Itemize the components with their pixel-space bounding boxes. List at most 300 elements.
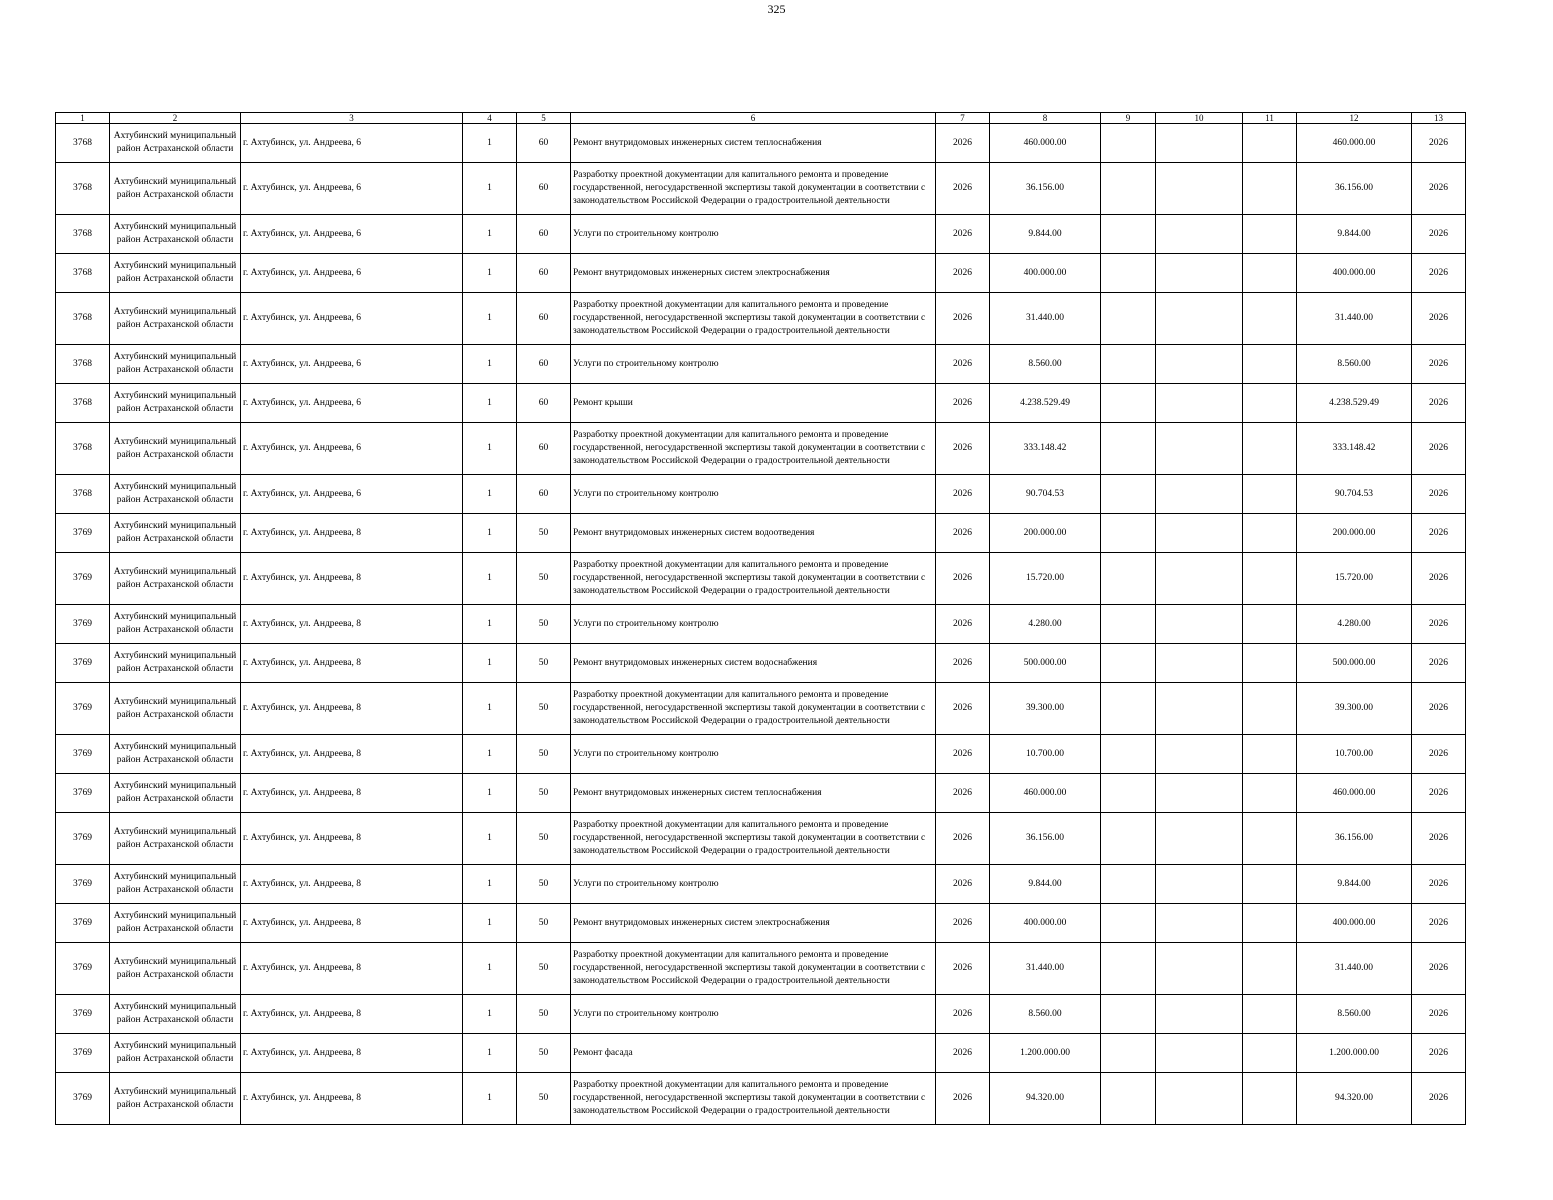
year-cell: 2026	[936, 423, 990, 475]
year-cell: 2026	[936, 163, 990, 215]
col9-cell	[1101, 423, 1156, 475]
row-id-cell: 3769	[56, 1034, 110, 1073]
work-type-cell: Ремонт крыши	[571, 384, 936, 423]
col5-cell: 50	[517, 735, 571, 774]
col10-cell	[1156, 553, 1243, 605]
year-cell: 2026	[936, 644, 990, 683]
district-cell: Ахтубинский муниципальный район Астраханской области	[110, 163, 241, 215]
address-cell: г. Ахтубинск, ул. Андреева, 8	[241, 1073, 463, 1125]
col4-cell: 1	[463, 865, 517, 904]
col12-cell: 333.148.42	[1297, 423, 1412, 475]
col4-cell: 1	[463, 475, 517, 514]
table-row	[56, 475, 1466, 514]
col9-cell	[1101, 865, 1156, 904]
district-cell: Ахтубинский муниципальный район Астраханской области	[110, 254, 241, 293]
col12-cell: 460.000.00	[1297, 124, 1412, 163]
col11-cell	[1243, 254, 1297, 293]
row-id-cell: 3768	[56, 423, 110, 475]
district-cell: Ахтубинский муниципальный район Астраханской области	[110, 605, 241, 644]
year-cell: 2026	[936, 215, 990, 254]
total-cost-cell: 9.844.00	[990, 865, 1101, 904]
col13-cell: 2026	[1412, 943, 1466, 995]
work-type-cell: Ремонт внутридомовых инженерных систем электроснабжения	[571, 254, 936, 293]
address-cell: г. Ахтубинск, ул. Андреева, 6	[241, 345, 463, 384]
col4-cell: 1	[463, 124, 517, 163]
col10-cell	[1156, 683, 1243, 735]
district-cell: Ахтубинский муниципальный район Астраханской области	[110, 514, 241, 553]
year-cell: 2026	[936, 735, 990, 774]
col12-cell: 39.300.00	[1297, 683, 1412, 735]
col10-cell	[1156, 475, 1243, 514]
col5-cell: 50	[517, 553, 571, 605]
row-id-cell: 3769	[56, 995, 110, 1034]
col5-cell: 50	[517, 995, 571, 1034]
col11-cell	[1243, 215, 1297, 254]
year-cell: 2026	[936, 943, 990, 995]
col13-cell: 2026	[1412, 865, 1466, 904]
district-cell: Ахтубинский муниципальный район Астраханской области	[110, 475, 241, 514]
col9-cell	[1101, 345, 1156, 384]
year-cell: 2026	[936, 293, 990, 345]
col13-cell: 2026	[1412, 293, 1466, 345]
col12-cell: 10.700.00	[1297, 735, 1412, 774]
col13-cell: 2026	[1412, 813, 1466, 865]
work-type-cell: Услуги по строительному контролю	[571, 995, 936, 1034]
year-cell: 2026	[936, 514, 990, 553]
year-cell: 2026	[936, 553, 990, 605]
col9-cell	[1101, 1073, 1156, 1125]
col13-cell: 2026	[1412, 514, 1466, 553]
year-cell: 2026	[936, 904, 990, 943]
col10-cell	[1156, 254, 1243, 293]
column-header: 6	[571, 113, 936, 124]
col12-cell: 36.156.00	[1297, 813, 1412, 865]
col11-cell	[1243, 423, 1297, 475]
row-id-cell: 3769	[56, 514, 110, 553]
table-row	[56, 345, 1466, 384]
district-cell: Ахтубинский муниципальный район Астраханской области	[110, 1073, 241, 1125]
total-cost-cell: 9.844.00	[990, 215, 1101, 254]
address-cell: г. Ахтубинск, ул. Андреева, 8	[241, 904, 463, 943]
col13-cell: 2026	[1412, 215, 1466, 254]
col5-cell: 50	[517, 1073, 571, 1125]
district-cell: Ахтубинский муниципальный район Астраханской области	[110, 813, 241, 865]
row-id-cell: 3768	[56, 345, 110, 384]
col13-cell: 2026	[1412, 774, 1466, 813]
column-header: 7	[936, 113, 990, 124]
col10-cell	[1156, 865, 1243, 904]
col10-cell	[1156, 813, 1243, 865]
district-cell: Ахтубинский муниципальный район Астраханской области	[110, 293, 241, 345]
column-number-row	[56, 113, 1466, 124]
work-type-cell: Услуги по строительному контролю	[571, 605, 936, 644]
year-cell: 2026	[936, 345, 990, 384]
col5-cell: 50	[517, 813, 571, 865]
col11-cell	[1243, 1073, 1297, 1125]
col9-cell	[1101, 644, 1156, 683]
col12-cell: 400.000.00	[1297, 254, 1412, 293]
col4-cell: 1	[463, 995, 517, 1034]
total-cost-cell: 90.704.53	[990, 475, 1101, 514]
col11-cell	[1243, 774, 1297, 813]
total-cost-cell: 200.000.00	[990, 514, 1101, 553]
work-type-cell: Ремонт внутридомовых инженерных систем водоотведения	[571, 514, 936, 553]
table-row	[56, 514, 1466, 553]
col4-cell: 1	[463, 215, 517, 254]
col9-cell	[1101, 1034, 1156, 1073]
total-cost-cell: 500.000.00	[990, 644, 1101, 683]
work-type-cell: Разработку проектной документации для капитального ремонта и проведение государственной, негосударственной экспертизы такой документации в соответствии с законодательством Российской Федерации о градостроительной деятельности	[571, 163, 936, 215]
column-header: 8	[990, 113, 1101, 124]
col10-cell	[1156, 345, 1243, 384]
total-cost-cell: 1.200.000.00	[990, 1034, 1101, 1073]
row-id-cell: 3769	[56, 813, 110, 865]
col5-cell: 50	[517, 1034, 571, 1073]
table-row	[56, 163, 1466, 215]
district-cell: Ахтубинский муниципальный район Астраханской области	[110, 774, 241, 813]
col5-cell: 50	[517, 644, 571, 683]
column-header: 13	[1412, 113, 1466, 124]
col12-cell: 31.440.00	[1297, 293, 1412, 345]
table-row	[56, 215, 1466, 254]
col13-cell: 2026	[1412, 553, 1466, 605]
col5-cell: 60	[517, 384, 571, 423]
row-id-cell: 3769	[56, 865, 110, 904]
address-cell: г. Ахтубинск, ул. Андреева, 8	[241, 683, 463, 735]
col9-cell	[1101, 605, 1156, 644]
col9-cell	[1101, 293, 1156, 345]
col12-cell: 94.320.00	[1297, 1073, 1412, 1125]
col12-cell: 8.560.00	[1297, 995, 1412, 1034]
address-cell: г. Ахтубинск, ул. Андреева, 6	[241, 293, 463, 345]
total-cost-cell: 31.440.00	[990, 293, 1101, 345]
col13-cell: 2026	[1412, 1034, 1466, 1073]
col13-cell: 2026	[1412, 124, 1466, 163]
address-cell: г. Ахтубинск, ул. Андреева, 6	[241, 215, 463, 254]
row-id-cell: 3769	[56, 644, 110, 683]
col13-cell: 2026	[1412, 475, 1466, 514]
address-cell: г. Ахтубинск, ул. Андреева, 6	[241, 254, 463, 293]
col11-cell	[1243, 163, 1297, 215]
table-row	[56, 254, 1466, 293]
district-cell: Ахтубинский муниципальный район Астраханской области	[110, 865, 241, 904]
total-cost-cell: 460.000.00	[990, 774, 1101, 813]
col5-cell: 50	[517, 943, 571, 995]
col13-cell: 2026	[1412, 423, 1466, 475]
col13-cell: 2026	[1412, 735, 1466, 774]
total-cost-cell: 4.238.529.49	[990, 384, 1101, 423]
address-cell: г. Ахтубинск, ул. Андреева, 8	[241, 735, 463, 774]
row-id-cell: 3768	[56, 215, 110, 254]
year-cell: 2026	[936, 124, 990, 163]
col9-cell	[1101, 553, 1156, 605]
total-cost-cell: 10.700.00	[990, 735, 1101, 774]
col4-cell: 1	[463, 1073, 517, 1125]
col13-cell: 2026	[1412, 1073, 1466, 1125]
work-type-cell: Услуги по строительному контролю	[571, 735, 936, 774]
col12-cell: 9.844.00	[1297, 215, 1412, 254]
col10-cell	[1156, 514, 1243, 553]
col13-cell: 2026	[1412, 163, 1466, 215]
col9-cell	[1101, 735, 1156, 774]
col5-cell: 50	[517, 865, 571, 904]
col12-cell: 4.238.529.49	[1297, 384, 1412, 423]
col5-cell: 60	[517, 124, 571, 163]
total-cost-cell: 36.156.00	[990, 163, 1101, 215]
col4-cell: 1	[463, 163, 517, 215]
col4-cell: 1	[463, 423, 517, 475]
district-cell: Ахтубинский муниципальный район Астраханской области	[110, 384, 241, 423]
col10-cell	[1156, 605, 1243, 644]
district-cell: Ахтубинский муниципальный район Астраханской области	[110, 995, 241, 1034]
col11-cell	[1243, 865, 1297, 904]
work-type-cell: Услуги по строительному контролю	[571, 475, 936, 514]
row-id-cell: 3769	[56, 774, 110, 813]
col11-cell	[1243, 605, 1297, 644]
col5-cell: 50	[517, 605, 571, 644]
total-cost-cell: 8.560.00	[990, 345, 1101, 384]
col4-cell: 1	[463, 254, 517, 293]
table-row	[56, 293, 1466, 345]
address-cell: г. Ахтубинск, ул. Андреева, 8	[241, 995, 463, 1034]
total-cost-cell: 4.280.00	[990, 605, 1101, 644]
col10-cell	[1156, 124, 1243, 163]
col5-cell: 60	[517, 293, 571, 345]
col4-cell: 1	[463, 293, 517, 345]
col5-cell: 60	[517, 163, 571, 215]
col12-cell: 1.200.000.00	[1297, 1034, 1412, 1073]
col9-cell	[1101, 943, 1156, 995]
work-type-cell: Ремонт внутридомовых инженерных систем теплоснабжения	[571, 774, 936, 813]
col10-cell	[1156, 943, 1243, 995]
col13-cell: 2026	[1412, 995, 1466, 1034]
col11-cell	[1243, 1034, 1297, 1073]
col5-cell: 60	[517, 475, 571, 514]
col13-cell: 2026	[1412, 644, 1466, 683]
table-row	[56, 904, 1466, 943]
col10-cell	[1156, 1034, 1243, 1073]
col12-cell: 400.000.00	[1297, 904, 1412, 943]
total-cost-cell: 8.560.00	[990, 995, 1101, 1034]
address-cell: г. Ахтубинск, ул. Андреева, 6	[241, 384, 463, 423]
col12-cell: 500.000.00	[1297, 644, 1412, 683]
repair-register-table	[55, 112, 1466, 1125]
district-cell: Ахтубинский муниципальный район Астраханской области	[110, 904, 241, 943]
row-id-cell: 3768	[56, 384, 110, 423]
row-id-cell: 3769	[56, 683, 110, 735]
district-cell: Ахтубинский муниципальный район Астраханской области	[110, 735, 241, 774]
col9-cell	[1101, 514, 1156, 553]
col11-cell	[1243, 475, 1297, 514]
col11-cell	[1243, 995, 1297, 1034]
table-row	[56, 995, 1466, 1034]
col5-cell: 60	[517, 254, 571, 293]
col4-cell: 1	[463, 813, 517, 865]
col11-cell	[1243, 735, 1297, 774]
year-cell: 2026	[936, 1034, 990, 1073]
work-type-cell: Услуги по строительному контролю	[571, 865, 936, 904]
row-id-cell: 3768	[56, 124, 110, 163]
row-id-cell: 3768	[56, 293, 110, 345]
address-cell: г. Ахтубинск, ул. Андреева, 6	[241, 423, 463, 475]
col13-cell: 2026	[1412, 384, 1466, 423]
column-header: 10	[1156, 113, 1243, 124]
col12-cell: 200.000.00	[1297, 514, 1412, 553]
district-cell: Ахтубинский муниципальный район Астраханской области	[110, 1034, 241, 1073]
work-type-cell: Разработку проектной документации для капитального ремонта и проведение государственной, негосударственной экспертизы такой документации в соответствии с законодательством Российской Федерации о градостроительной деятельности	[571, 553, 936, 605]
district-cell: Ахтубинский муниципальный район Астраханской области	[110, 124, 241, 163]
district-cell: Ахтубинский муниципальный район Астраханской области	[110, 423, 241, 475]
total-cost-cell: 400.000.00	[990, 904, 1101, 943]
column-header: 11	[1243, 113, 1297, 124]
table-row	[56, 683, 1466, 735]
table-row	[56, 124, 1466, 163]
address-cell: г. Ахтубинск, ул. Андреева, 8	[241, 1034, 463, 1073]
col10-cell	[1156, 384, 1243, 423]
col11-cell	[1243, 813, 1297, 865]
col11-cell	[1243, 293, 1297, 345]
year-cell: 2026	[936, 254, 990, 293]
col12-cell: 9.844.00	[1297, 865, 1412, 904]
col4-cell: 1	[463, 943, 517, 995]
work-type-cell: Ремонт внутридомовых инженерных систем электроснабжения	[571, 904, 936, 943]
total-cost-cell: 94.320.00	[990, 1073, 1101, 1125]
col13-cell: 2026	[1412, 683, 1466, 735]
table-row	[56, 813, 1466, 865]
work-type-cell: Разработку проектной документации для капитального ремонта и проведение государственной, негосударственной экспертизы такой документации в соответствии с законодательством Российской Федерации о градостроительной деятельности	[571, 423, 936, 475]
district-cell: Ахтубинский муниципальный район Астраханской области	[110, 345, 241, 384]
address-cell: г. Ахтубинск, ул. Андреева, 6	[241, 124, 463, 163]
total-cost-cell: 460.000.00	[990, 124, 1101, 163]
col9-cell	[1101, 163, 1156, 215]
col9-cell	[1101, 813, 1156, 865]
col4-cell: 1	[463, 644, 517, 683]
table-row	[56, 423, 1466, 475]
work-type-cell: Разработку проектной документации для капитального ремонта и проведение государственной, негосударственной экспертизы такой документации в соответствии с законодательством Российской Федерации о градостроительной деятельности	[571, 813, 936, 865]
row-id-cell: 3769	[56, 904, 110, 943]
total-cost-cell: 39.300.00	[990, 683, 1101, 735]
col10-cell	[1156, 163, 1243, 215]
col9-cell	[1101, 475, 1156, 514]
table-row	[56, 1034, 1466, 1073]
column-header: 4	[463, 113, 517, 124]
address-cell: г. Ахтубинск, ул. Андреева, 8	[241, 865, 463, 904]
col4-cell: 1	[463, 553, 517, 605]
year-cell: 2026	[936, 1073, 990, 1125]
row-id-cell: 3769	[56, 735, 110, 774]
work-type-cell: Разработку проектной документации для капитального ремонта и проведение государственной, негосударственной экспертизы такой документации в соответствии с законодательством Российской Федерации о градостроительной деятельности	[571, 943, 936, 995]
col9-cell	[1101, 683, 1156, 735]
col4-cell: 1	[463, 904, 517, 943]
work-type-cell: Разработку проектной документации для капитального ремонта и проведение государственной, негосударственной экспертизы такой документации в соответствии с законодательством Российской Федерации о градостроительной деятельности	[571, 683, 936, 735]
table-row	[56, 384, 1466, 423]
col5-cell: 60	[517, 423, 571, 475]
district-cell: Ахтубинский муниципальный район Астраханской области	[110, 943, 241, 995]
table-row	[56, 865, 1466, 904]
col11-cell	[1243, 553, 1297, 605]
column-header: 2	[110, 113, 241, 124]
address-cell: г. Ахтубинск, ул. Андреева, 6	[241, 475, 463, 514]
year-cell: 2026	[936, 995, 990, 1034]
table-row	[56, 644, 1466, 683]
year-cell: 2026	[936, 813, 990, 865]
col11-cell	[1243, 904, 1297, 943]
column-header: 5	[517, 113, 571, 124]
col11-cell	[1243, 124, 1297, 163]
table-row	[56, 774, 1466, 813]
year-cell: 2026	[936, 865, 990, 904]
col9-cell	[1101, 215, 1156, 254]
district-cell: Ахтубинский муниципальный район Астраханской области	[110, 215, 241, 254]
district-cell: Ахтубинский муниципальный район Астраханской области	[110, 553, 241, 605]
col11-cell	[1243, 644, 1297, 683]
work-type-cell: Разработку проектной документации для капитального ремонта и проведение государственной, негосударственной экспертизы такой документации в соответствии с законодательством Российской Федерации о градостроительной деятельности	[571, 293, 936, 345]
address-cell: г. Ахтубинск, ул. Андреева, 8	[241, 943, 463, 995]
col13-cell: 2026	[1412, 254, 1466, 293]
col11-cell	[1243, 514, 1297, 553]
col12-cell: 8.560.00	[1297, 345, 1412, 384]
total-cost-cell: 15.720.00	[990, 553, 1101, 605]
row-id-cell: 3769	[56, 605, 110, 644]
column-header: 3	[241, 113, 463, 124]
col11-cell	[1243, 345, 1297, 384]
col5-cell: 50	[517, 683, 571, 735]
row-id-cell: 3769	[56, 553, 110, 605]
year-cell: 2026	[936, 384, 990, 423]
col9-cell	[1101, 384, 1156, 423]
col10-cell	[1156, 215, 1243, 254]
col10-cell	[1156, 423, 1243, 475]
table-row	[56, 1073, 1466, 1125]
col9-cell	[1101, 774, 1156, 813]
total-cost-cell: 333.148.42	[990, 423, 1101, 475]
col9-cell	[1101, 254, 1156, 293]
col4-cell: 1	[463, 605, 517, 644]
table-row	[56, 605, 1466, 644]
col4-cell: 1	[463, 774, 517, 813]
col10-cell	[1156, 644, 1243, 683]
table-row	[56, 735, 1466, 774]
col13-cell: 2026	[1412, 345, 1466, 384]
col10-cell	[1156, 774, 1243, 813]
work-type-cell: Ремонт внутридомовых инженерных систем водоснабжения	[571, 644, 936, 683]
district-cell: Ахтубинский муниципальный район Астраханской области	[110, 683, 241, 735]
col4-cell: 1	[463, 735, 517, 774]
col10-cell	[1156, 904, 1243, 943]
col4-cell: 1	[463, 345, 517, 384]
row-id-cell: 3769	[56, 1073, 110, 1125]
col12-cell: 36.156.00	[1297, 163, 1412, 215]
col13-cell: 2026	[1412, 605, 1466, 644]
year-cell: 2026	[936, 475, 990, 514]
column-header: 1	[56, 113, 110, 124]
work-type-cell: Разработку проектной документации для капитального ремонта и проведение государственной, негосударственной экспертизы такой документации в соответствии с законодательством Российской Федерации о градостроительной деятельности	[571, 1073, 936, 1125]
address-cell: г. Ахтубинск, ул. Андреева, 8	[241, 514, 463, 553]
col13-cell: 2026	[1412, 904, 1466, 943]
col4-cell: 1	[463, 1034, 517, 1073]
col11-cell	[1243, 683, 1297, 735]
work-type-cell: Услуги по строительному контролю	[571, 345, 936, 384]
total-cost-cell: 31.440.00	[990, 943, 1101, 995]
year-cell: 2026	[936, 605, 990, 644]
row-id-cell: 3768	[56, 163, 110, 215]
col5-cell: 50	[517, 514, 571, 553]
address-cell: г. Ахтубинск, ул. Андреева, 8	[241, 553, 463, 605]
page-number: 325	[767, 2, 786, 16]
table-row	[56, 943, 1466, 995]
address-cell: г. Ахтубинск, ул. Андреева, 8	[241, 644, 463, 683]
row-id-cell: 3768	[56, 475, 110, 514]
